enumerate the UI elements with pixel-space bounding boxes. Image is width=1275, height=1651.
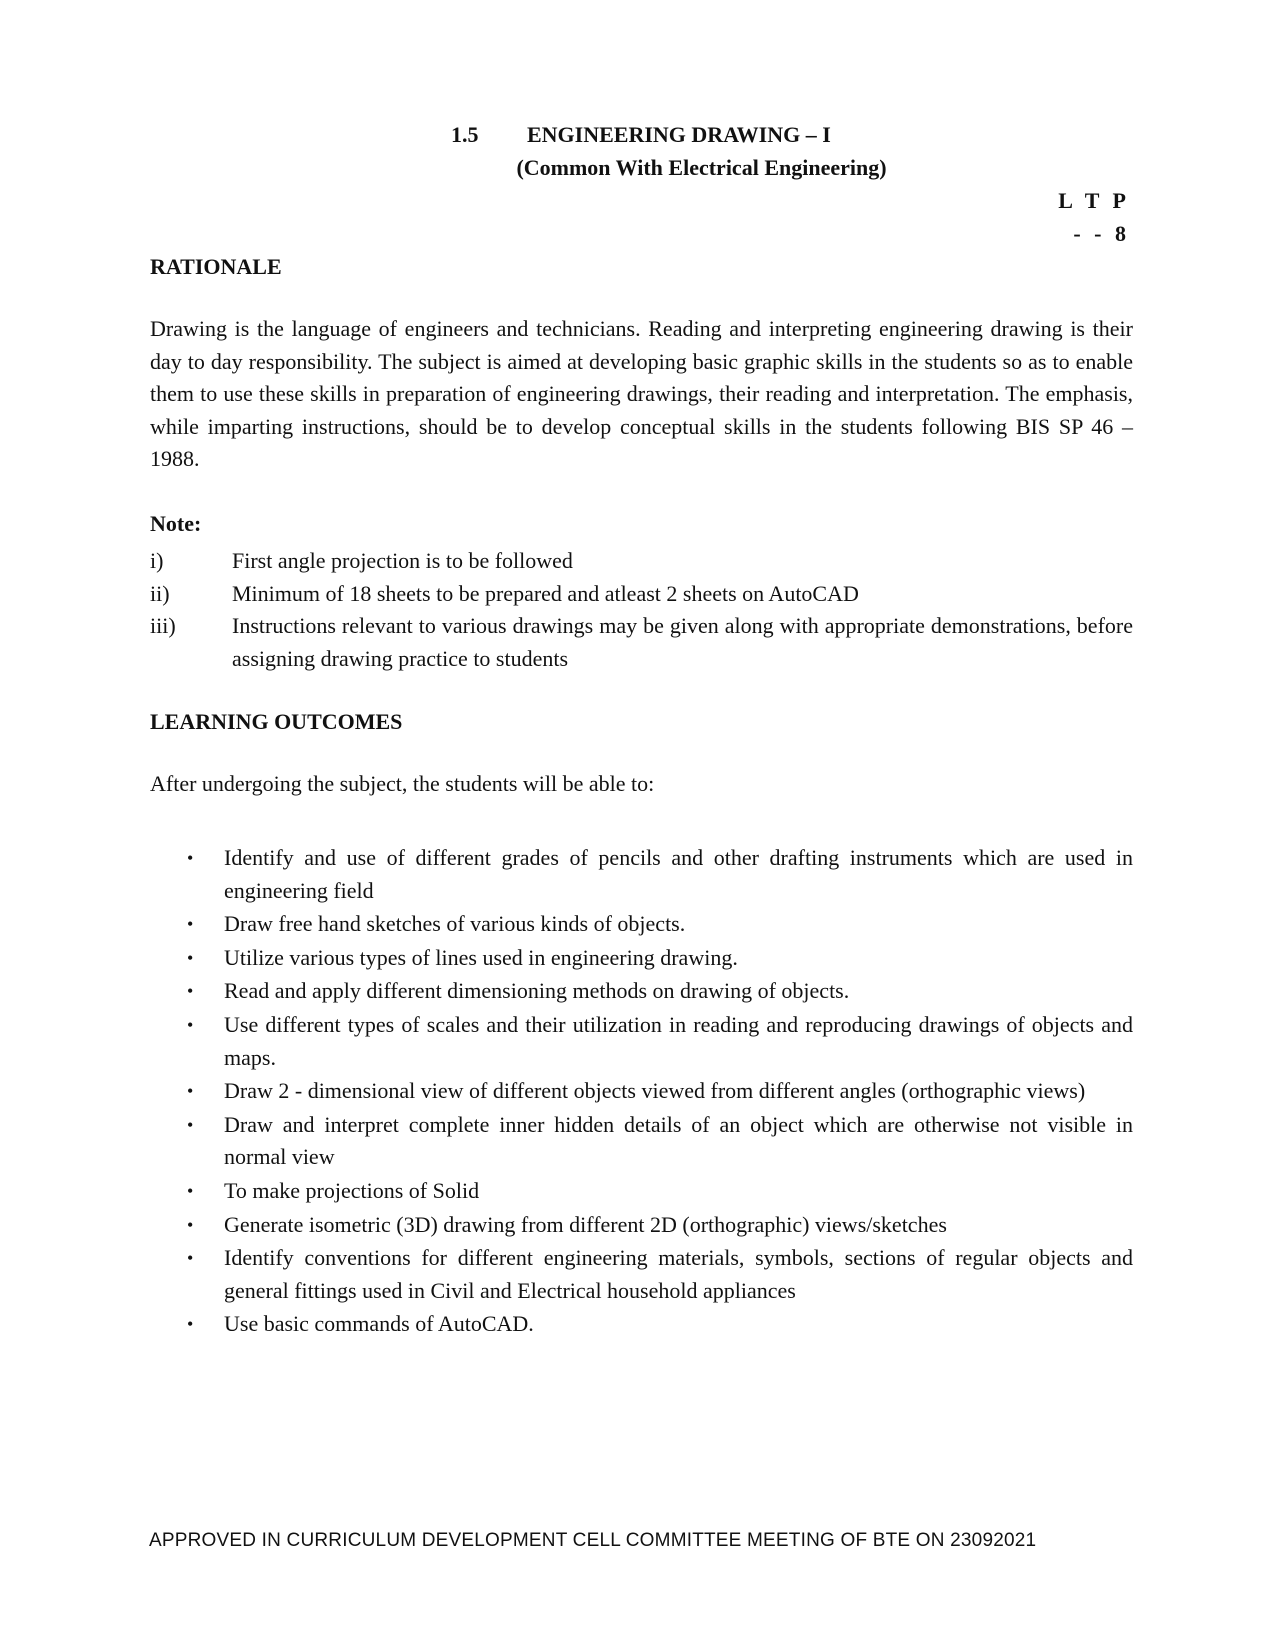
bullet-icon: •	[187, 1114, 194, 1135]
learning-outcomes-heading: LEARNING OUTCOMES	[150, 709, 403, 734]
note-text: First angle projection is to be followed	[232, 548, 573, 573]
outcome-text: Read and apply different dimensioning methods on drawing of objects.	[224, 978, 850, 1004]
list-item	[150, 942, 1133, 975]
rationale-heading: RATIONALE	[150, 254, 282, 279]
list-item	[150, 1009, 1133, 1074]
bullet-icon: •	[187, 1248, 194, 1269]
list-item	[150, 545, 1133, 578]
list-item	[150, 908, 1133, 941]
bullet-icon: •	[187, 947, 194, 968]
outcome-text: Identify conventions for different engineering materials, symbols, sections of regular objects and general fittings used in Civil and Electrical household appliances	[224, 1245, 1133, 1303]
list-item	[150, 1308, 1133, 1341]
list-item	[150, 1175, 1133, 1208]
note-number: iii)	[150, 613, 176, 639]
learning-outcomes-list	[150, 842, 1133, 1342]
bullet-icon: •	[187, 1014, 194, 1035]
note-text: Minimum of 18 sheets to be prepared and atleast 2 sheets on AutoCAD	[232, 580, 859, 606]
ltp-labels: L T P	[1058, 188, 1130, 213]
outcome-text: Draw and interpret complete inner hidden details of an object which are otherwise not visible in normal view	[224, 1111, 1133, 1170]
outcome-text: To make projections of Solid	[224, 1177, 480, 1203]
list-item	[150, 842, 1133, 907]
note-number: i)	[150, 548, 164, 573]
list-item	[150, 578, 1133, 611]
list-item	[150, 1209, 1133, 1242]
outcome-text: Identify and use of different grades of pencils and other drafting instruments which are used in engineering field	[224, 845, 1133, 903]
page-title: ENGINEERING DRAWING – I	[527, 122, 831, 147]
note-text: Instructions relevant to various drawings may be given along with appropriate demonstrations, before assigning drawing practice to students	[232, 613, 1133, 671]
outcome-text: Use basic commands of AutoCAD.	[224, 1311, 534, 1337]
list-item	[150, 1242, 1133, 1307]
page-subtitle: (Common With Electrical Engineering)	[516, 155, 887, 180]
rationale-paragraph: Drawing is the language of engineers and technicians. Reading and interpreting engineering drawing is their day to day responsibility. The subject is aimed at developing basic graphic skills in the students so as to enable them to use these skills in preparation of engineering drawings, their reading and interpretation. The emphasis, while imparting instructions, should be to develop conceptual skills in the students following BIS SP 46 – 1988.	[150, 316, 1133, 472]
approval-footer: APPROVED IN CURRICULUM DEVELOPMENT CELL COMMITTEE MEETING OF BTE ON 23092021	[149, 1530, 1037, 1551]
outcome-text: Utilize various types of lines used in engineering drawing.	[224, 944, 738, 970]
list-item	[150, 1109, 1133, 1174]
outcome-text: Draw 2 - dimensional view of different objects viewed from different angles (orthographic views)	[224, 1078, 1086, 1104]
note-number: ii)	[150, 580, 170, 606]
learning-outcomes-intro: After undergoing the subject, the students will be able to:	[150, 771, 655, 796]
outcome-text: Draw free hand sketches of various kinds of objects.	[224, 911, 686, 937]
ltp-values: - - 8	[1073, 221, 1130, 246]
outcome-text: Generate isometric (3D) drawing from different 2D (orthographic) views/sketches	[224, 1211, 947, 1237]
bullet-icon: •	[187, 1314, 194, 1335]
section-number: 1.5	[451, 122, 479, 147]
bullet-icon: •	[187, 1081, 194, 1102]
bullet-icon: •	[187, 981, 194, 1002]
bullet-icon: •	[187, 914, 194, 935]
bullet-icon: •	[187, 848, 194, 868]
outcome-text: Use different types of scales and their utilization in reading and reproducing drawings of objects and maps.	[224, 1011, 1133, 1070]
note-list	[150, 545, 1133, 675]
list-item	[150, 975, 1133, 1008]
note-heading: Note:	[150, 511, 202, 536]
bullet-icon: •	[187, 1180, 194, 1201]
list-item	[150, 610, 1133, 675]
list-item	[150, 1075, 1133, 1108]
bullet-icon: •	[187, 1214, 194, 1235]
